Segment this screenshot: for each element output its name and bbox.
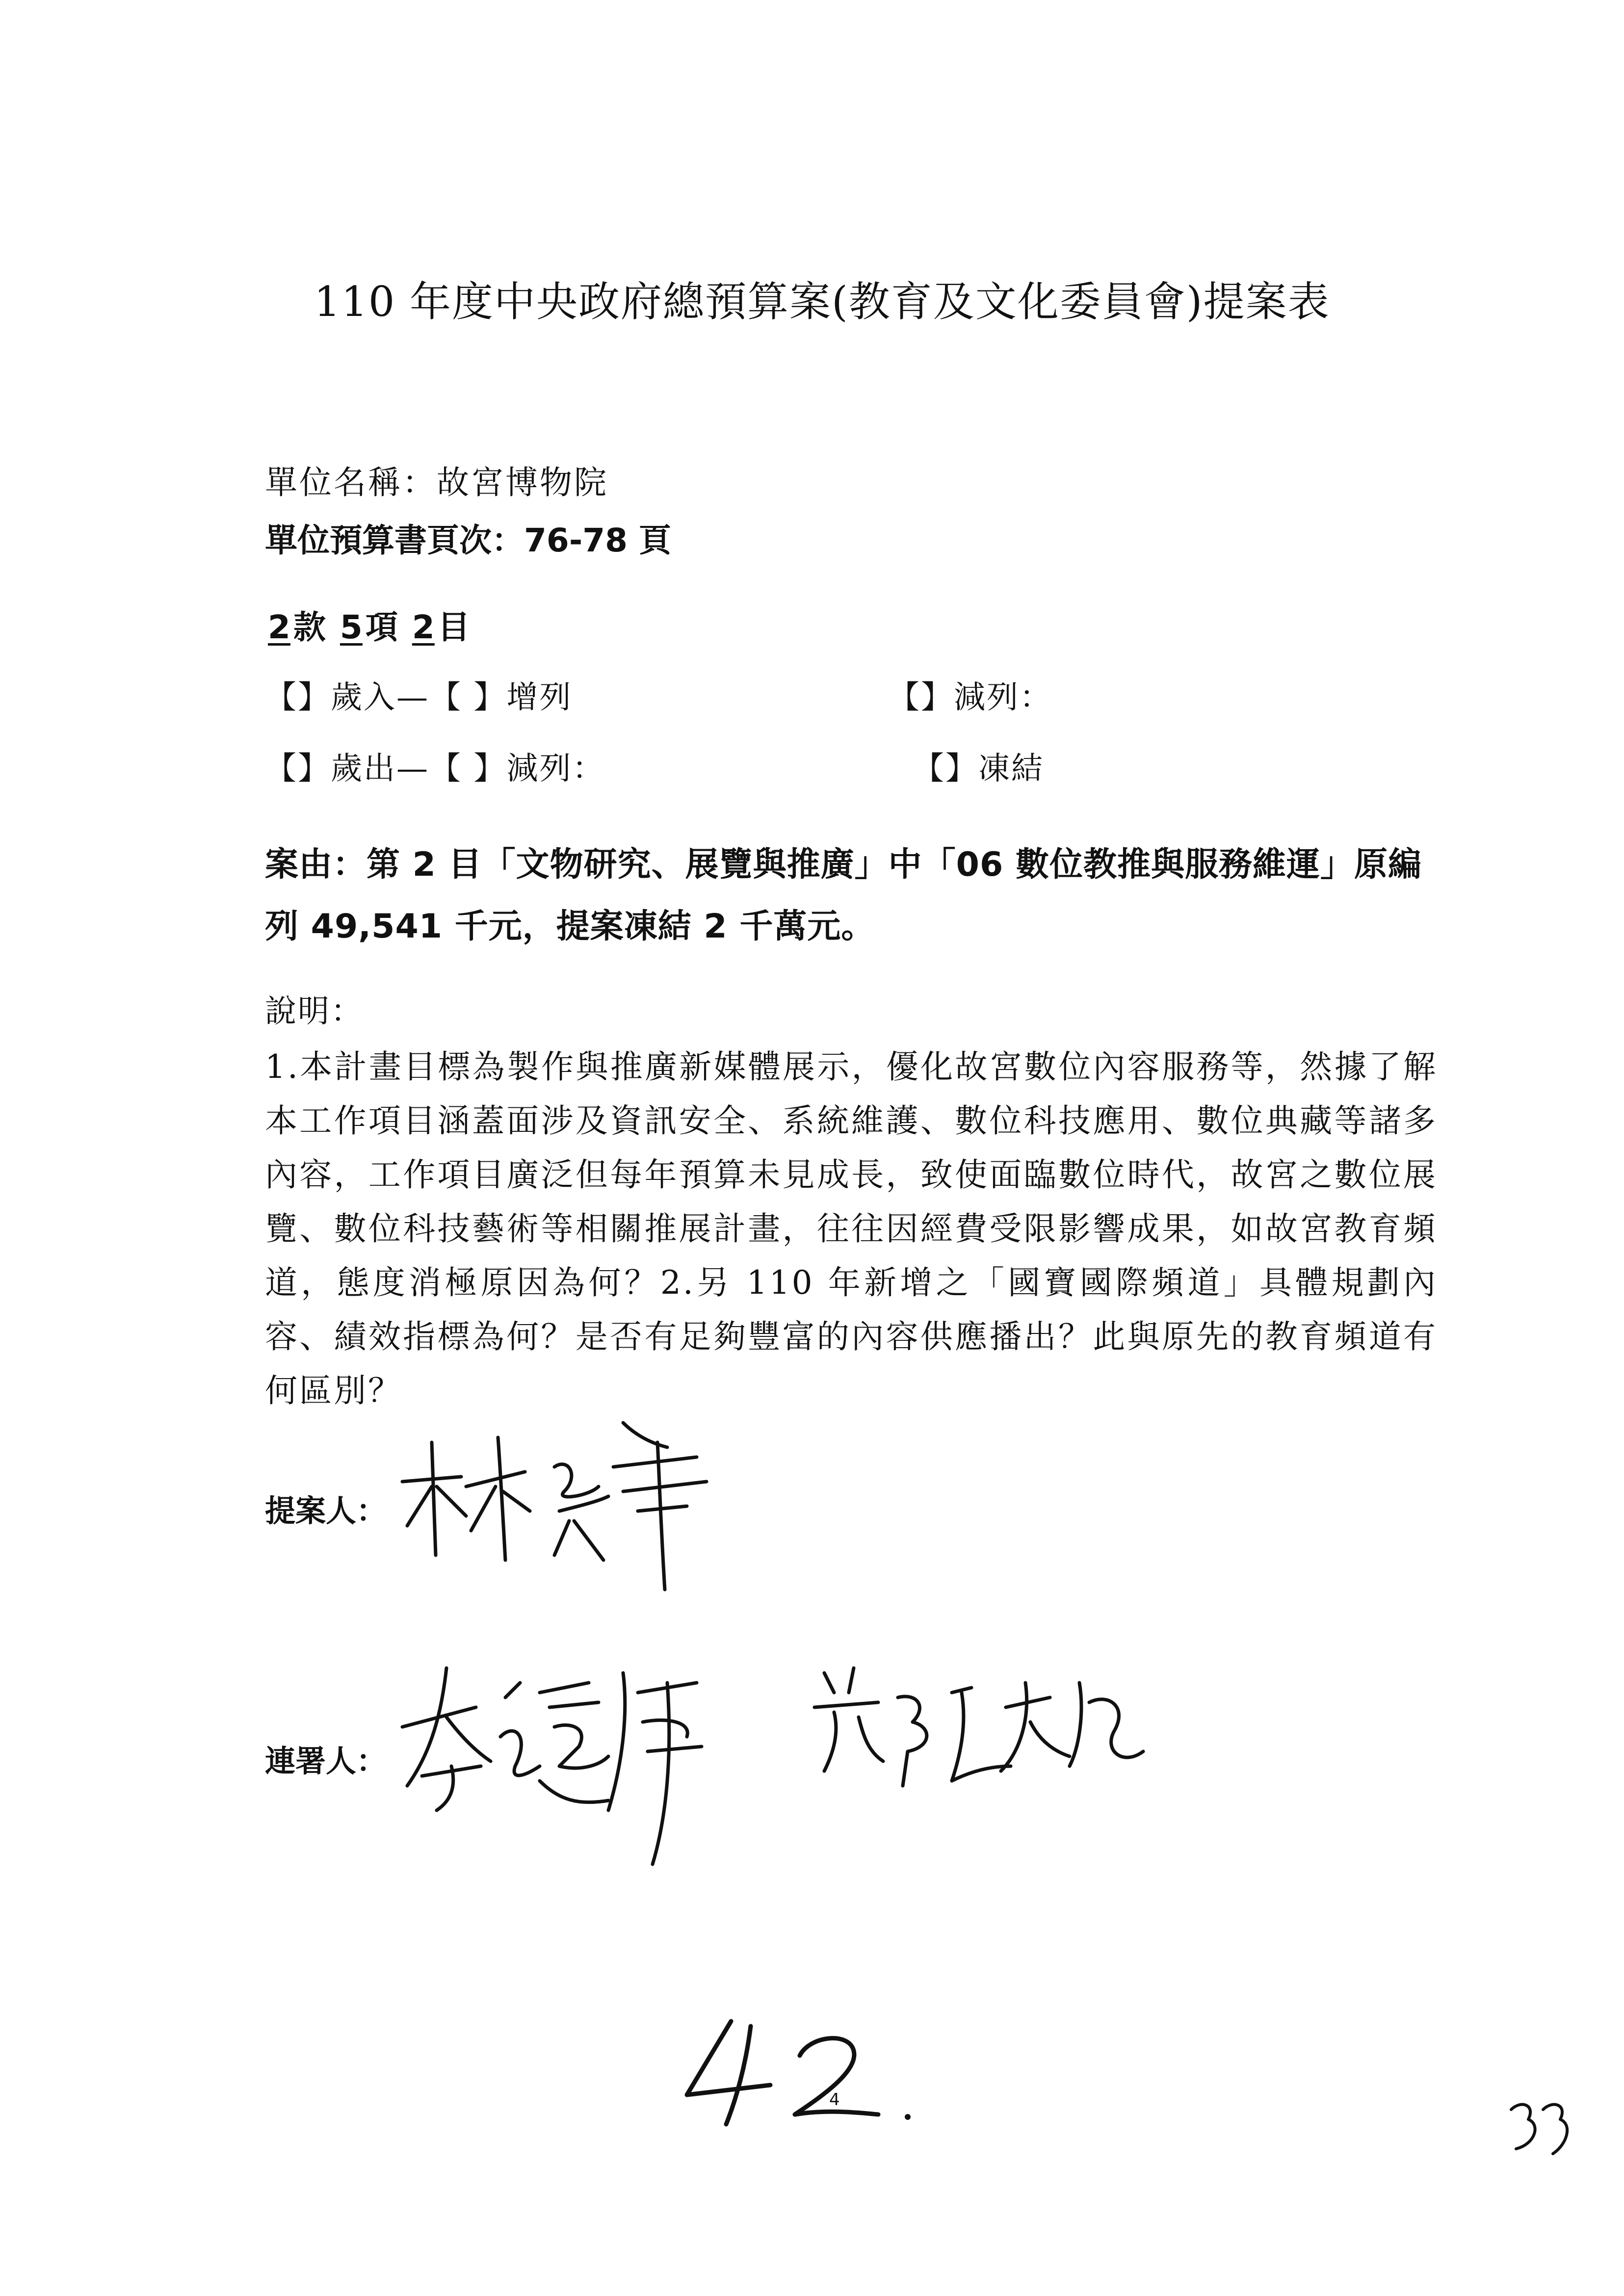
kuan-number: 2 <box>268 608 290 646</box>
mu-label: 目 <box>437 608 470 646</box>
handwritten-number <box>677 2011 952 2131</box>
option-income-reduce: 【】減列： <box>888 679 1052 716</box>
proposer-label: 提案人： <box>265 1493 387 1529</box>
xiang-label: 項 <box>365 608 398 646</box>
case-statement: 案由：第 2 目「文物研究、展覽與推廣」中「06 數位教推與服務維運」原編列 49,541 千元，提案凍結 2 千萬元。 <box>265 845 1422 946</box>
option-freeze: 【】凍結 <box>913 751 1044 787</box>
proposer-signature <box>393 1413 746 1599</box>
option-income-increase: 【】歲入—【 】增列 <box>265 679 573 716</box>
handwritten-corner-mark <box>1506 2095 1575 2161</box>
document-title: 110 年度中央政府總預算案(教育及文化委員會)提案表 <box>314 278 1330 326</box>
mu-number: 2 <box>412 608 435 646</box>
cosigner-label: 連署人： <box>265 1743 387 1779</box>
unit-name: 單位名稱：故宮博物院 <box>265 464 608 501</box>
notes-body: 1.本計畫目標為製作與推廣新媒體展示，優化故宮數位內容服務等，然據了解本工作項目涵蓋面涉及資訊安全、系統維護、數位科技應用、數位典藏等諸多內容，工作項目廣泛但每年預算未見成長，致使面臨數位時代，故宮之數位展覽、數位科技藝術等相關推展計畫，往往因經費受限影響成果，如故宮教育頻道，態度消極原因為何？2.另 110 年新增之「國寶國際頻道」具體規劃內容、績效指標為何？是否有足夠豐富的內容供應播出？此與原先的教育頻道有何區別？ <box>265 1048 1438 1409</box>
cosigner-signature-2 <box>805 1653 1158 1830</box>
option-expenditure-reduce: 【】歲出—【 】減列： <box>265 751 605 787</box>
budget-classification <box>265 601 470 648</box>
page-number: 4 <box>829 2090 840 2110</box>
xiang-number: 5 <box>340 608 363 646</box>
cosigner-signature-1 <box>393 1653 736 1879</box>
budget-book-pages: 單位預算書頁次：76-78 頁 <box>265 522 672 559</box>
kuan-label: 款 <box>293 608 326 646</box>
notes-heading: 說明： <box>265 993 364 1030</box>
